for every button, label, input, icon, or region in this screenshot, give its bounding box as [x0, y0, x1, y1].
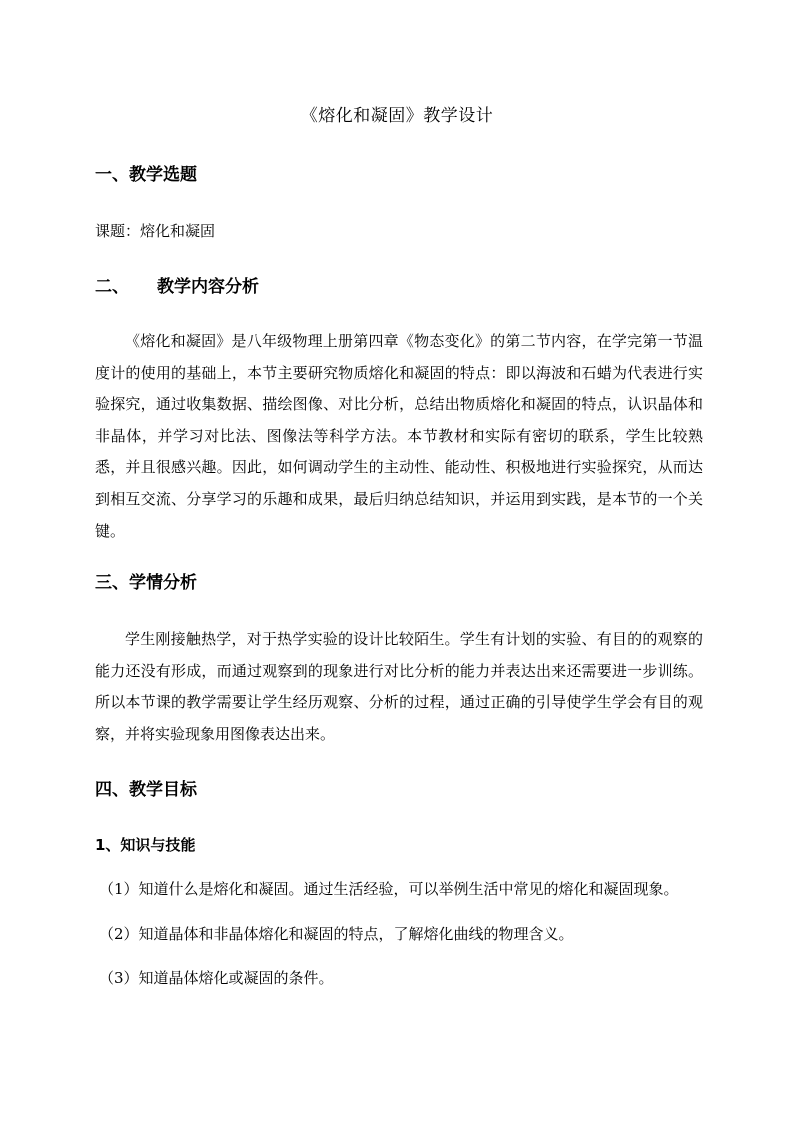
section-2-title: 教学内容分析 — [157, 277, 259, 297]
objective-item: （2）知道晶体和非晶体熔化和凝固的特点，了解熔化曲线的物理含义。 — [99, 925, 574, 943]
section-4-heading: 四、教学目标 — [95, 780, 197, 800]
topic-line: 课题：熔化和凝固 — [95, 222, 216, 240]
objectives-subheading: 1、知识与技能 — [95, 836, 196, 854]
section-2-number: 二、 — [95, 277, 129, 297]
objective-item: （3）知道晶体熔化或凝固的条件。 — [99, 969, 334, 987]
section-2-heading — [95, 275, 259, 299]
content-analysis-paragraph: 《熔化和凝固》是八年级物理上册第四章《物态变化》的第二节内容，在学完第一节温度计的使用的基础上，本节主要研究物质熔化和凝固的特点：即以海波和石蜡为代表进行实验探究，通过收集数据、描绘图像、对比分析，总结出物质熔化和凝固的特点，认识晶体和非晶体，并学习对比法、图像法等科学方法。本节教材和实际有密切的联系，学生比较熟悉，并且很感兴趣。因此，如何调动学生的主动性、能动性、积极地进行实验探究，从而达到相互交流、分享学习的乐趣和成果，最后归纳总结知识，并运用到实践，是本节的一个关键。 — [95, 332, 703, 540]
learner-analysis-paragraph: 学生刚接触热学，对于热学实验的设计比较陌生。学生有计划的实验、有目的的观察的能力还没有形成，而通过观察到的现象进行对比分析的能力并表达出来还需要进一步训练。所以本节课的教学需要让学生经历观察、分析的过程，通过正确的引导使学生学会有目的观察，并将实验现象用图像表达出来。 — [95, 630, 703, 743]
objective-item: （1）知道什么是熔化和凝固。通过生活经验，可以举例生活中常见的熔化和凝固现象。 — [99, 880, 679, 898]
section-3-heading: 三、学情分析 — [95, 573, 197, 593]
section-1-heading: 一、教学选题 — [95, 165, 197, 185]
document-title: 《熔化和凝固》教学设计 — [300, 106, 494, 126]
